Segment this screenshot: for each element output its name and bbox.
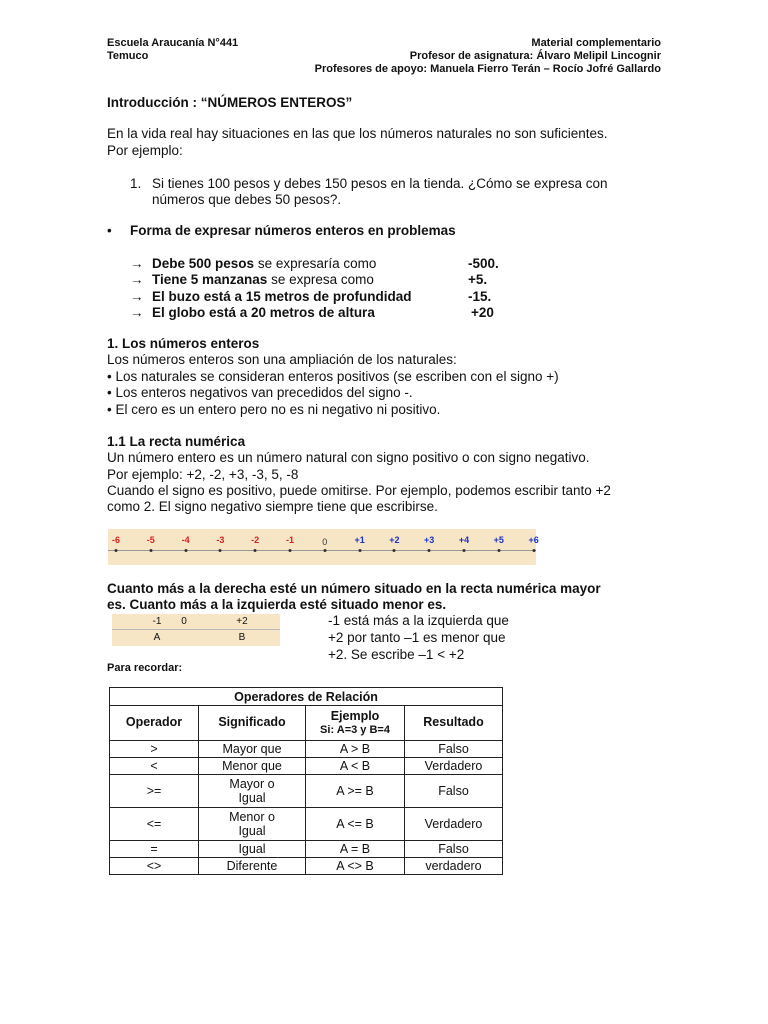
table-cell-sig: Menor que [199,758,306,775]
table-header-ejemplo-label: Ejemplo [330,709,380,724]
table-cell-sig: Menor o Igual [199,808,306,841]
section-1-line: • Los naturales se consideran enteros positivos (se escriben con el signo +) [107,369,559,384]
teacher-label: Profesor de asignatura: Álvaro Melipil Lincognir [409,50,661,62]
school-name: Escuela Araucanía N°441 [107,37,239,49]
arrow-right-icon: → [130,272,144,287]
number-line-point [497,549,500,552]
number-line-point [254,549,257,552]
section-1-line: • Los enteros negativos van precedidos del signo -. [107,385,413,400]
number-line [108,529,539,565]
para-recordar-label: Para recordar: [107,662,183,674]
forma-row-value: +20 [471,305,494,320]
table-header-significado: Significado [199,706,306,741]
table-row [110,841,503,858]
number-line-tick-label: +2 [389,535,400,545]
section-1-line: • El cero es un entero pero no es ni negativo ni positivo. [107,402,441,417]
table-cell-op: = [110,841,199,858]
intro-paragraph-1: En la vida real hay situaciones en las que los números naturales no son suficientes. [107,126,608,141]
section-1-title: 1. Los números enteros [107,336,260,351]
intro-item-number: 1. [130,176,142,191]
section-1-1-line: Un número entero es un número natural con signo positivo o con signo negativo. [107,450,590,465]
table-cell-res: Falso [405,741,503,758]
forma-row-value: -15. [468,289,492,304]
number-line-tick-label: +4 [458,535,470,545]
forma-title: Forma de expresar números enteros en problemas [130,223,456,238]
table-cell-res: Falso [405,775,503,808]
forma-row-text [152,305,375,320]
forma-row-bold: Debe 500 pesos [152,256,255,271]
section-1-1-line: Por ejemplo: +2, -2, +3, -3, 5, -8 [107,467,299,482]
number-line-point [358,549,361,552]
comparison-box-divider [112,629,280,630]
number-line-tick-label: -6 [111,535,121,545]
table-row [110,808,503,841]
number-line-tick-label: -2 [251,535,260,545]
number-line-point [115,549,118,552]
forma-row-rest: se expresa como [267,272,374,287]
table-row [110,775,503,808]
table-cell-sig: Mayor o Igual [199,775,306,808]
forma-row-bold: Tiene 5 manzanas [152,272,268,287]
table-cell-op: >= [110,775,199,808]
number-line-point [463,549,466,552]
table-cell-ej: A <= B [306,808,405,841]
table-cell-res: verdadero [405,858,503,875]
compare-bold-line-1: Cuanto más a la derecha esté un número situado en la recta numérica mayor [107,581,601,596]
table-cell-res: Falso [405,841,503,858]
number-line-point [289,549,292,552]
forma-row-bold: El globo está a 20 metros de altura [152,305,375,320]
box-label-a: A [153,632,161,643]
forma-row-text [152,272,374,287]
section-1-line: Los números enteros son una ampliación de los naturales: [107,352,457,367]
section-1-1-title: 1.1 La recta numérica [107,434,246,449]
city-name: Temuco [107,50,149,62]
number-line-axis [108,550,536,551]
table-cell-op: <= [110,808,199,841]
number-line-tick-label: -5 [146,535,155,545]
bullet-icon: • [107,223,112,238]
number-line-tick-label: +6 [528,535,539,545]
table-row [110,858,503,875]
number-line-point [219,549,222,552]
section-1-1-line: Cuando el signo es positivo, puede omitirse. Por ejemplo, podemos escribir tanto +2 [107,483,611,498]
number-line-point [393,549,396,552]
table-header-ejemplo-sub: Si: A=3 y B=4 [320,723,390,736]
intro-paragraph-2: Por ejemplo: [107,143,183,158]
intro-title: Introducción : “NÚMEROS ENTEROS” [107,95,353,110]
table-cell-res: Verdadero [405,758,503,775]
relational-operators-table [109,687,503,875]
table-cell-ej: A >= B [306,775,405,808]
table-cell-sig: Igual [199,841,306,858]
compare-bold-line-2: es. Cuanto más a la izquierda esté situado menor es. [107,597,447,612]
table-header-resultado: Resultado [405,706,503,741]
compare-side-line: -1 está más a la izquierda que [328,613,509,628]
forma-row-bold: El buzo está a 15 metros de profundidad [152,289,412,304]
intro-item-line-1: Si tienes 100 pesos y debes 150 pesos en la tienda. ¿Cómo se expresa con [152,176,608,191]
number-line-tick-label: -4 [181,535,190,545]
section-1-1-line: como 2. El signo negativo siempre tiene que escribirse. [107,499,438,514]
table-title: Operadores de Relación [110,688,503,706]
compare-side-line: +2 por tanto –1 es menor que [328,630,506,645]
table-row [110,758,503,775]
table-header-operador: Operador [110,706,199,741]
support-teachers-label: Profesores de apoyo: Manuela Fierro Terán – Rocío Jofré Gallardo [314,63,661,75]
forma-row-value: -500. [468,256,499,271]
table-cell-sig: Diferente [199,858,306,875]
number-line-point [428,549,431,552]
forma-row-text [152,289,412,304]
table-cell-ej: A > B [306,741,405,758]
number-line-point [323,549,326,552]
table-cell-sig: Mayor que [199,741,306,758]
number-line-point [149,549,152,552]
intro-item-line-2: números que debes 50 pesos?. [152,192,342,207]
number-line-point [532,549,535,552]
compare-side-line: +2. Se escribe –1 < +2 [328,647,465,662]
table-cell-op: < [110,758,199,775]
box-value: -1 [152,616,162,627]
arrow-right-icon: → [130,289,144,304]
table-row [110,741,503,758]
number-line-tick-label: -1 [285,535,295,545]
table-cell-res: Verdadero [405,808,503,841]
material-label: Material complementario [531,37,661,49]
table-cell-op: <> [110,858,199,875]
table-body [110,741,503,875]
table-cell-ej: A <> B [306,858,405,875]
number-line-point [184,549,187,552]
arrow-right-icon: → [130,256,144,271]
box-label-b: B [238,632,246,643]
comparison-box [112,614,280,646]
box-value: 0 [181,616,187,627]
number-line-tick-label: +3 [424,535,435,545]
table-cell-ej: A < B [306,758,405,775]
number-line-tick-label: -3 [216,535,225,545]
forma-row-value: +5. [468,272,488,287]
table-cell-op: > [110,741,199,758]
number-line-tick-label: +5 [493,535,504,545]
number-line-tick-label: 0 [322,537,328,547]
table-cell-ej: A = B [306,841,405,858]
forma-row-rest: se expresaría como [254,256,377,271]
arrow-right-icon: → [130,305,144,320]
number-line-tick-label: +1 [354,535,365,545]
table-header-ejemplo [306,706,405,741]
box-value: +2 [236,616,248,627]
forma-row-text [152,256,376,271]
